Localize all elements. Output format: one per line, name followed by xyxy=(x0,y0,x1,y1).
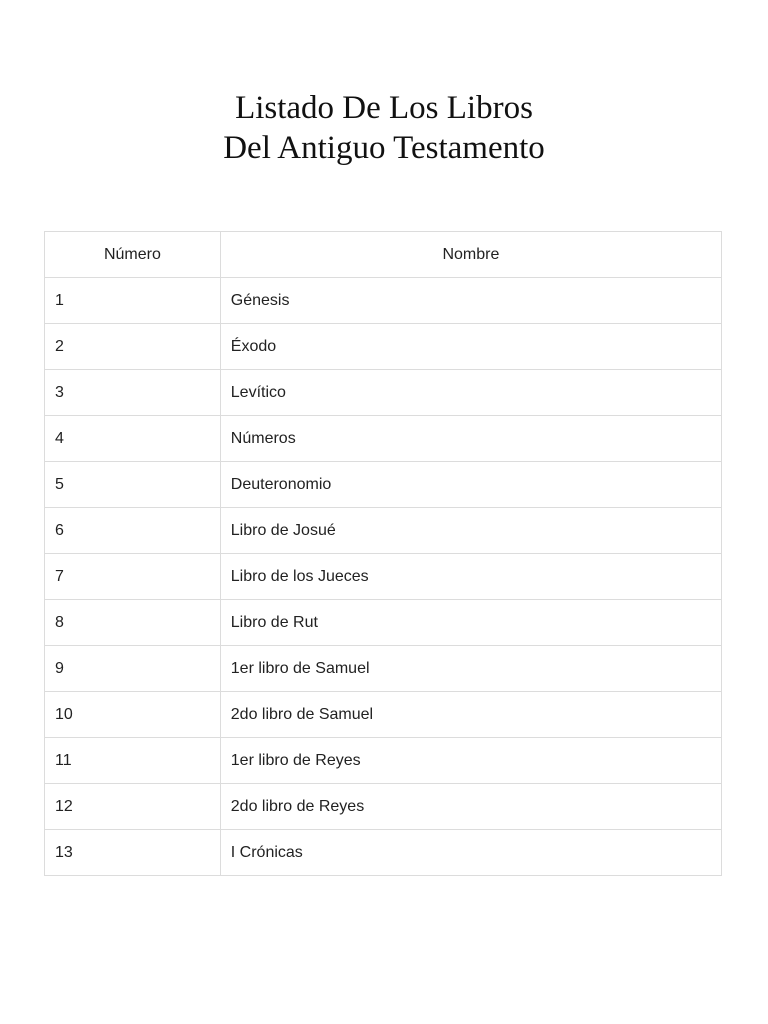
book-number-cell: 9 xyxy=(45,646,221,692)
table-row xyxy=(45,370,722,416)
book-number-cell: 12 xyxy=(45,784,221,830)
table-row xyxy=(45,784,722,830)
book-name-cell: 2do libro de Samuel xyxy=(220,692,721,738)
table-row xyxy=(45,830,722,876)
book-name-cell: Éxodo xyxy=(220,324,721,370)
book-name-cell: 1er libro de Samuel xyxy=(220,646,721,692)
book-name-cell: Deuteronomio xyxy=(220,462,721,508)
column-header-number: Número xyxy=(45,232,221,278)
page-title-line-2: Del Antiguo Testamento xyxy=(223,130,545,166)
table-row xyxy=(45,646,722,692)
book-number-cell: 5 xyxy=(45,462,221,508)
book-number-cell: 7 xyxy=(45,554,221,600)
table-row xyxy=(45,600,722,646)
book-name-cell: 1er libro de Reyes xyxy=(220,738,721,784)
book-name-cell: Levítico xyxy=(220,370,721,416)
table-row xyxy=(45,416,722,462)
book-name-cell: Libro de Josué xyxy=(220,508,721,554)
column-header-name: Nombre xyxy=(220,232,721,278)
book-number-cell: 8 xyxy=(45,600,221,646)
table-row xyxy=(45,554,722,600)
table-row xyxy=(45,324,722,370)
table-row xyxy=(45,508,722,554)
book-name-cell: 2do libro de Reyes xyxy=(220,784,721,830)
book-number-cell: 3 xyxy=(45,370,221,416)
table-row xyxy=(45,738,722,784)
book-name-cell: Génesis xyxy=(220,278,721,324)
book-number-cell: 4 xyxy=(45,416,221,462)
page-title xyxy=(0,88,768,168)
table-header-row xyxy=(45,232,722,278)
book-number-cell: 13 xyxy=(45,830,221,876)
page-title-line-1: Listado De Los Libros xyxy=(235,90,533,126)
table-row xyxy=(45,692,722,738)
book-number-cell: 6 xyxy=(45,508,221,554)
books-table xyxy=(44,231,722,876)
book-number-cell: 2 xyxy=(45,324,221,370)
book-name-cell: Libro de los Jueces xyxy=(220,554,721,600)
book-name-cell: I Crónicas xyxy=(220,830,721,876)
table-row xyxy=(45,462,722,508)
book-number-cell: 11 xyxy=(45,738,221,784)
book-number-cell: 1 xyxy=(45,278,221,324)
table-row xyxy=(45,278,722,324)
book-name-cell: Números xyxy=(220,416,721,462)
book-number-cell: 10 xyxy=(45,692,221,738)
book-name-cell: Libro de Rut xyxy=(220,600,721,646)
